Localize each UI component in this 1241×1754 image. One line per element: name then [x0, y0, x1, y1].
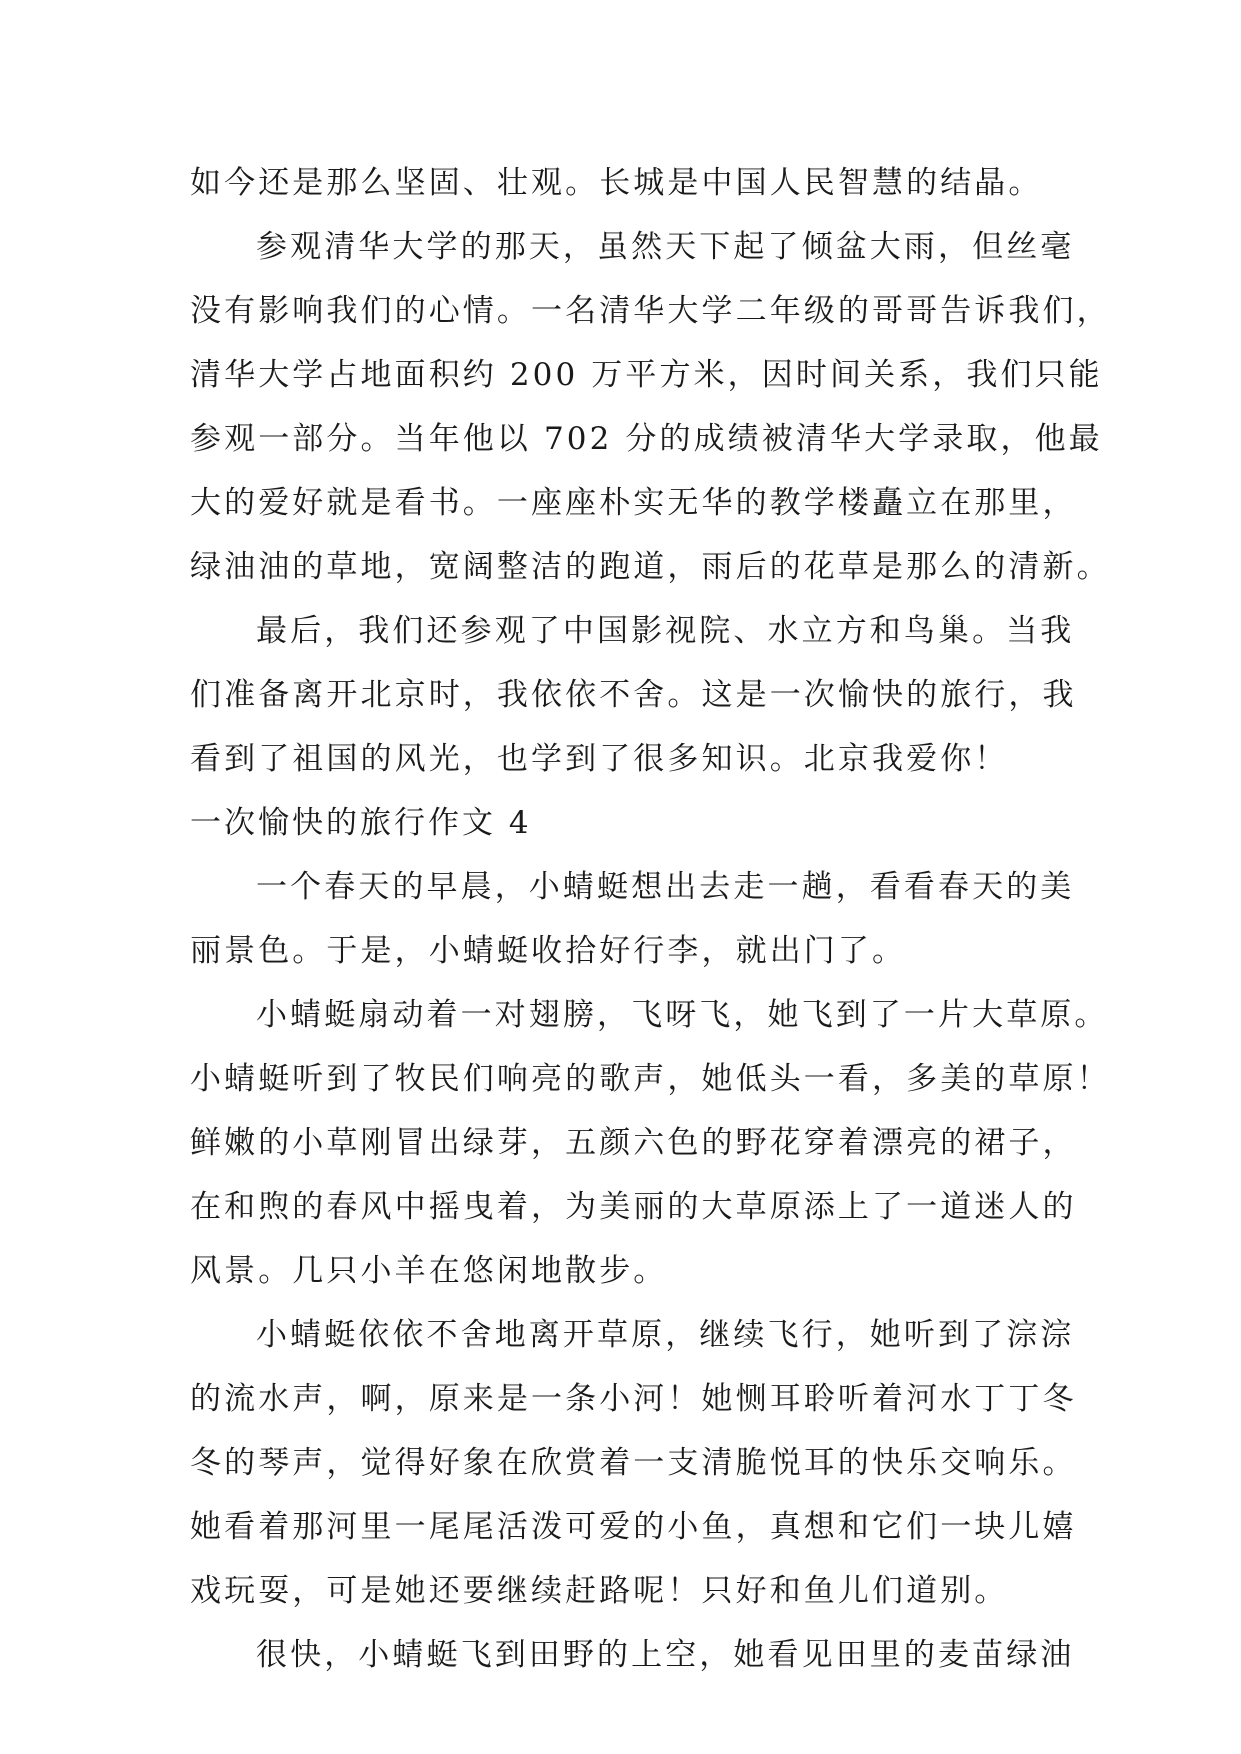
text-line: 如今还是那么坚固、壮观。长城是中国人民智慧的结晶。: [190, 165, 1043, 201]
text-line: 鲜嫩的小草刚冒出绿芽，五颜六色的野花穿着漂亮的裙子，: [190, 1125, 1077, 1161]
paragraph-start-line: 最后，我们还参观了中国影视院、水立方和鸟巢。当我: [256, 613, 1075, 649]
paragraph-start-line: 参观清华大学的那天，虽然天下起了倾盆大雨，但丝毫: [256, 229, 1075, 265]
text-line: 冬的琴声，觉得好象在欣赏着一支清脆悦耳的快乐交响乐。: [190, 1445, 1077, 1481]
text-line: 绿油油的草地，宽阔整洁的跑道，雨后的花草是那么的清新。: [190, 549, 1111, 585]
text-line: 们准备离开北京时，我依依不舍。这是一次愉快的旅行，我: [190, 677, 1077, 713]
paragraph-start-line: 一个春天的早晨，小蜻蜓想出去走一趟，看看春天的美: [256, 869, 1075, 905]
section-heading: 一次愉快的旅行作文 4: [190, 805, 532, 841]
text-line: 参观一部分。当年他以 702 分的成绩被清华大学录取，他最: [190, 421, 1103, 457]
paragraph-start-line: 小蜻蜓扇动着一对翅膀，飞呀飞，她飞到了一片大草原。: [256, 997, 1109, 1033]
text-line: 看到了祖国的风光，也学到了很多知识。北京我爱你！: [190, 741, 1009, 777]
text-line: 大的爱好就是看书。一座座朴实无华的教学楼矗立在那里，: [190, 485, 1077, 521]
text-line: 小蜻蜓听到了牧民们响亮的歌声，她低头一看，多美的草原！: [190, 1061, 1111, 1097]
text-line: 没有影响我们的心情。一名清华大学二年级的哥哥告诉我们，: [190, 293, 1111, 329]
text-line: 丽景色。于是，小蜻蜓收拾好行李，就出门了。: [190, 933, 907, 969]
text-line: 戏玩耍，可是她还要继续赶路呢！只好和鱼儿们道别。: [190, 1573, 1009, 1609]
text-line: 清华大学占地面积约 200 万平方米，因时间关系，我们只能: [190, 357, 1103, 393]
text-line: 风景。几只小羊在悠闲地散步。: [190, 1253, 668, 1289]
text-line: 的流水声，啊，原来是一条小河！她恻耳聆听着河水丁丁冬: [190, 1381, 1077, 1417]
text-line: 在和煦的春风中摇曳着，为美丽的大草原添上了一道迷人的: [190, 1189, 1077, 1225]
paragraph-start-line: 小蜻蜓依依不舍地离开草原，继续飞行，她听到了淙淙: [256, 1317, 1075, 1353]
text-line: 她看着那河里一尾尾活泼可爱的小鱼，真想和它们一块儿嬉: [190, 1509, 1077, 1545]
paragraph-start-line: 很快，小蜻蜓飞到田野的上空，她看见田里的麦苗绿油: [256, 1637, 1075, 1673]
